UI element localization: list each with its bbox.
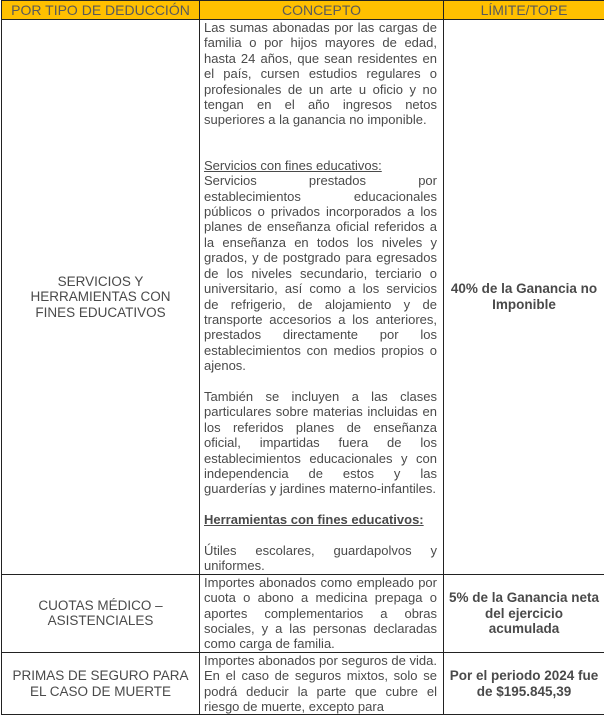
limit-value: 5% de la Ganancia neta del ejercicio acumulada bbox=[444, 574, 604, 652]
concept-paragraph: También se incluyen a las clases particulares sobre materias incluidas en los referidos planes de enseñanza oficial, impartidas fuera de los establecimientos educacionales y con independencia de estos y las guarderías y jardines materno-infantiles. bbox=[204, 389, 437, 497]
concept-paragraph: Servicios prestados por establecimientos educacionales públicos o privados incorporados a los planes de enseñanza oficial referidos a la enseñanza en todos los niveles y grados, y de postgrado para egresados de los niveles secundario, terciario o universitario, así como a los servicios de refrigerio, de alojamiento y de transporte accesorios a los anteriores, prestados directamente por los establecimientos con medios propios o ajenos. bbox=[204, 173, 437, 373]
header-deduction-type: POR TIPO DE DEDUCCIÓN bbox=[2, 1, 200, 20]
deduction-type: CUOTAS MÉDICO – ASISTENCIALES bbox=[2, 574, 200, 652]
limit-value: 40% de la Ganancia no Imponible bbox=[444, 20, 604, 575]
concept-paragraph: Útiles escolares, guardapolvos y uniformes. bbox=[204, 543, 437, 574]
header-concept: CONCEPTO bbox=[200, 1, 444, 20]
table-row bbox=[2, 652, 604, 715]
limit-value: Por el periodo 2024 fue de $195.845,39 bbox=[444, 652, 604, 715]
deduction-type: SERVICIOS Y HERRAMIENTAS CON FINES EDUCATIVOS bbox=[2, 20, 200, 575]
concept-subheading: Herramientas con fines educativos: bbox=[204, 512, 437, 527]
concept-cell: Importes abonados por seguros de vida. En el caso de seguros mixtos, solo se podrá deducir la parte que cubre el riesgo de muerte, excepto para bbox=[200, 652, 444, 715]
concept-cell bbox=[200, 20, 444, 575]
header-limit: LÍMITE/TOPE bbox=[444, 1, 604, 20]
table-row bbox=[2, 574, 604, 652]
table-row bbox=[2, 20, 604, 575]
concept-paragraph: Las sumas abonadas por las cargas de familia o por hijos mayores de edad, hasta 24 años, que sean residentes en el país, cursen estudios regulares o profesionales de un arte u oficio y no tengan en el año ingresos netos superiores a la ganancia no imponible. bbox=[204, 20, 437, 128]
concept-subheading: Servicios con fines educativos: bbox=[204, 158, 437, 173]
deduction-type: PRIMAS DE SEGURO PARA EL CASO DE MUERTE bbox=[2, 652, 200, 715]
concept-cell: Importes abonados como empleado por cuota o abono a medicina prepaga o aportes complementarios a obras sociales, y a las personas declaradas como carga de familia. bbox=[200, 574, 444, 652]
header-row bbox=[2, 1, 604, 20]
deductions-table bbox=[1, 0, 604, 715]
